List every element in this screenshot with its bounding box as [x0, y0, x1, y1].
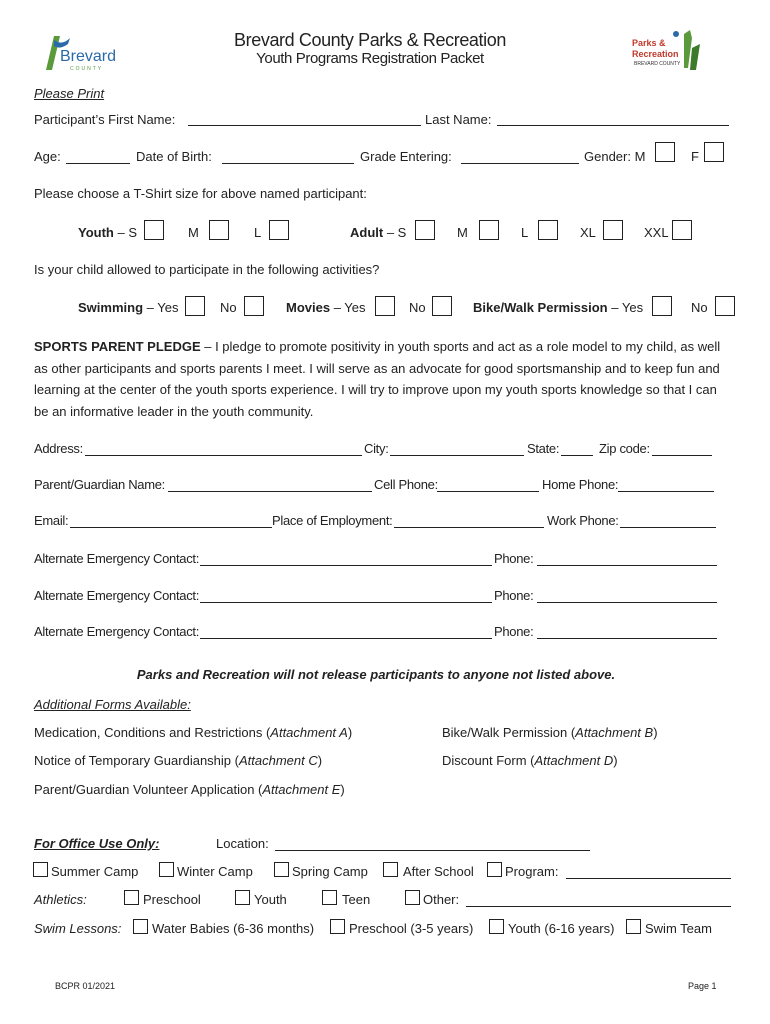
grade-label: Grade Entering:	[360, 149, 452, 164]
movies-yes-checkbox[interactable]	[375, 296, 395, 316]
form-c-text: Notice of Temporary Guardianship (	[34, 753, 239, 768]
program-label: Program:	[505, 864, 559, 879]
home-phone-label: Home Phone:	[542, 477, 619, 492]
form-d	[442, 753, 618, 768]
alt-phone-3-label: Phone:	[494, 624, 534, 639]
first-name-field[interactable]	[188, 125, 421, 126]
form-d-text: Discount Form (	[442, 753, 535, 768]
form-c-close: )	[317, 753, 323, 768]
tshirt-prompt: Please choose a T-Shirt size for above named participant:	[34, 186, 367, 201]
winter-camp-checkbox[interactable]	[159, 862, 174, 877]
movies-label	[286, 300, 366, 315]
preschool-checkbox[interactable]	[124, 890, 139, 905]
alt-contact-2-label: Alternate Emergency Contact:	[34, 588, 200, 603]
swim-youth-checkbox[interactable]	[489, 919, 504, 934]
form-b	[442, 725, 658, 740]
guardian-field[interactable]	[168, 491, 372, 492]
adult-xl-label: XL	[580, 225, 596, 240]
swimming-yes: – Yes	[146, 300, 179, 315]
swimming-no-checkbox[interactable]	[244, 296, 264, 316]
youth-m-checkbox[interactable]	[209, 220, 229, 240]
address-field[interactable]	[85, 455, 362, 456]
swim-lessons-label: Swim Lessons:	[34, 921, 122, 936]
bike-no-checkbox[interactable]	[715, 296, 735, 316]
adult-label: Adult	[350, 225, 384, 240]
form-code: BCPR 01/2021	[55, 981, 116, 991]
form-e-close: )	[340, 782, 345, 797]
adult-xxl-label: XXL	[644, 225, 669, 240]
adult-xxl-checkbox[interactable]	[672, 220, 692, 240]
form-b-close: )	[653, 725, 658, 740]
form-e-text: Parent/Guardian Volunteer Application (	[34, 782, 263, 797]
form-a-attachment: Attachment A	[270, 725, 348, 740]
water-babies-checkbox[interactable]	[133, 919, 148, 934]
adult-l-checkbox[interactable]	[538, 220, 558, 240]
water-babies-label: Water Babies (6-36 months)	[152, 921, 315, 936]
swim-team-checkbox[interactable]	[626, 919, 641, 934]
other-label: Other:	[423, 892, 460, 907]
youth-l-label: L	[254, 225, 262, 240]
additional-forms-heading: Additional Forms Available:	[34, 697, 191, 712]
youth-m-label: M	[188, 225, 199, 240]
city-label: City:	[364, 441, 389, 456]
summer-camp-checkbox[interactable]	[33, 862, 48, 877]
adult-l-label: L	[521, 225, 529, 240]
other-field[interactable]	[466, 906, 731, 907]
swim-preschool-label: Preschool (3-5 years)	[349, 921, 474, 936]
youth-checkbox[interactable]	[235, 890, 250, 905]
city-field[interactable]	[390, 455, 524, 456]
adult-s-label: – S	[386, 225, 407, 240]
last-name-label: Last Name:	[425, 112, 492, 127]
office-use-heading: For Office Use Only:	[34, 836, 160, 851]
logo-left-text: Brevard	[60, 48, 117, 65]
gender-m-checkbox[interactable]	[655, 142, 675, 162]
dob-label: Date of Birth:	[136, 149, 212, 164]
form-c	[34, 753, 322, 768]
state-label: State:	[527, 441, 560, 456]
form-b-text: Bike/Walk Permission (	[442, 725, 576, 740]
other-checkbox[interactable]	[405, 890, 420, 905]
winter-camp-label: Winter Camp	[177, 864, 253, 879]
athletics-label: Athletics:	[34, 892, 87, 907]
page-number: Page 1	[688, 981, 717, 991]
page-title: Brevard County Parks & Recreation	[234, 30, 506, 50]
adult-m-label: M	[457, 225, 468, 240]
logo-right-line1: Parks &	[632, 38, 666, 48]
alt-phone-1-field[interactable]	[537, 565, 717, 566]
summer-camp-label: Summer Camp	[51, 864, 139, 879]
movies-no-checkbox[interactable]	[432, 296, 452, 316]
youth-l-checkbox[interactable]	[269, 220, 289, 240]
program-checkbox[interactable]	[487, 862, 502, 877]
swimming-text: Swimming	[78, 300, 144, 315]
please-print-label: Please Print	[34, 86, 105, 101]
gender-label: Gender: M	[584, 149, 646, 164]
email-label: Email:	[34, 513, 69, 528]
logo-left-sub: COUNTY	[70, 66, 104, 72]
alt-contact-1-field[interactable]	[200, 565, 492, 566]
bike-no-label: No	[691, 300, 708, 315]
form-a-text: Medication, Conditions and Restrictions (	[34, 725, 271, 740]
alt-contact-1-label: Alternate Emergency Contact:	[34, 551, 200, 566]
youth-size-label	[78, 225, 137, 240]
guardian-label: Parent/Guardian Name:	[34, 477, 165, 492]
home-phone-field[interactable]	[618, 491, 714, 492]
state-field[interactable]	[561, 455, 593, 456]
location-label: Location:	[216, 836, 269, 851]
form-a	[34, 725, 352, 740]
after-school-label: After School	[403, 864, 474, 879]
alt-phone-2-label: Phone:	[494, 588, 534, 603]
age-label: Age:	[34, 149, 61, 164]
movies-text: Movies	[286, 300, 331, 315]
youth-s-label: – S	[117, 225, 137, 240]
last-name-field[interactable]	[497, 125, 729, 126]
form-e	[34, 782, 345, 797]
release-notice: Parks and Recreation will not release participants to anyone not listed above.	[136, 667, 616, 682]
alt-contact-2-field[interactable]	[200, 602, 492, 603]
form-c-attachment: Attachment C	[238, 753, 318, 768]
first-name-label: Participant’s First Name:	[34, 112, 176, 127]
activities-prompt: Is your child allowed to participate in the following activities?	[34, 262, 380, 277]
form-d-attachment: Attachment D	[534, 753, 614, 768]
swim-youth-label: Youth (6-16 years)	[508, 921, 615, 936]
teen-label: Teen	[342, 892, 371, 907]
alt-phone-3-field[interactable]	[537, 638, 717, 639]
employment-field[interactable]	[394, 527, 544, 528]
page-subtitle: Youth Programs Registration Packet	[256, 50, 484, 67]
adult-m-checkbox[interactable]	[479, 220, 499, 240]
cell-phone-label: Cell Phone:	[374, 477, 438, 492]
email-field[interactable]	[70, 527, 272, 528]
youth-s-checkbox[interactable]	[144, 220, 164, 240]
bike-label	[473, 300, 643, 315]
swim-preschool-checkbox[interactable]	[330, 919, 345, 934]
employment-label: Place of Employment:	[272, 513, 393, 528]
cell-phone-field[interactable]	[437, 491, 539, 492]
form-a-close: )	[347, 725, 353, 740]
location-field[interactable]	[275, 850, 590, 851]
youth-label-office: Youth	[254, 892, 287, 907]
swim-team-label: Swim Team	[645, 921, 712, 936]
alt-contact-3-field[interactable]	[200, 638, 492, 639]
gender-f-label: F	[691, 149, 699, 164]
movies-no-label: No	[409, 300, 426, 315]
swimming-yes-checkbox[interactable]	[185, 296, 205, 316]
spring-camp-label: Spring Camp	[292, 864, 368, 879]
address-label: Address:	[34, 441, 83, 456]
alt-phone-1-label: Phone:	[494, 551, 534, 566]
logo-right-line2: Recreation	[632, 49, 679, 59]
adult-s-checkbox[interactable]	[415, 220, 435, 240]
work-phone-label: Work Phone:	[547, 513, 619, 528]
logo-right-line3: BREVARD COUNTY	[634, 61, 681, 67]
youth-label: Youth	[78, 225, 114, 240]
swimming-label	[78, 300, 178, 315]
bike-text: Bike/Walk Permission	[473, 300, 608, 315]
adult-size-label	[350, 225, 406, 240]
bike-yes-checkbox[interactable]	[652, 296, 672, 316]
pledge-text: – I pledge to promote positivity in youth sports and act as a role model to my child, as well as other participants and sports parents I meet. I will serve as an advocate for good sportsmanship and to keep fun and learning at the center of the youth sports experience. I will try to improve upon my youth sports knowledge so that I can be an informative leader in the youth community.	[34, 339, 721, 419]
dob-field[interactable]	[222, 163, 354, 164]
teen-checkbox[interactable]	[322, 890, 337, 905]
form-e-attachment: Attachment E	[262, 782, 341, 797]
after-school-checkbox[interactable]	[383, 862, 398, 877]
spring-camp-checkbox[interactable]	[274, 862, 289, 877]
work-phone-field[interactable]	[620, 527, 716, 528]
alt-phone-2-field[interactable]	[537, 602, 717, 603]
adult-xl-checkbox[interactable]	[603, 220, 623, 240]
movies-yes: – Yes	[333, 300, 366, 315]
grade-field[interactable]	[461, 163, 579, 164]
gender-f-checkbox[interactable]	[704, 142, 724, 162]
bike-yes: – Yes	[611, 300, 644, 315]
zip-field[interactable]	[652, 455, 712, 456]
sports-parent-pledge	[34, 336, 734, 422]
alt-contact-3-label: Alternate Emergency Contact:	[34, 624, 200, 639]
preschool-label: Preschool	[143, 892, 201, 907]
form-d-close: )	[613, 753, 618, 768]
pledge-heading: SPORTS PARENT PLEDGE	[34, 339, 201, 354]
swimming-no-label: No	[220, 300, 237, 315]
form-b-attachment: Attachment B	[575, 725, 654, 740]
age-field[interactable]	[66, 163, 130, 164]
zip-label: Zip code:	[599, 441, 650, 456]
program-field[interactable]	[566, 878, 731, 879]
